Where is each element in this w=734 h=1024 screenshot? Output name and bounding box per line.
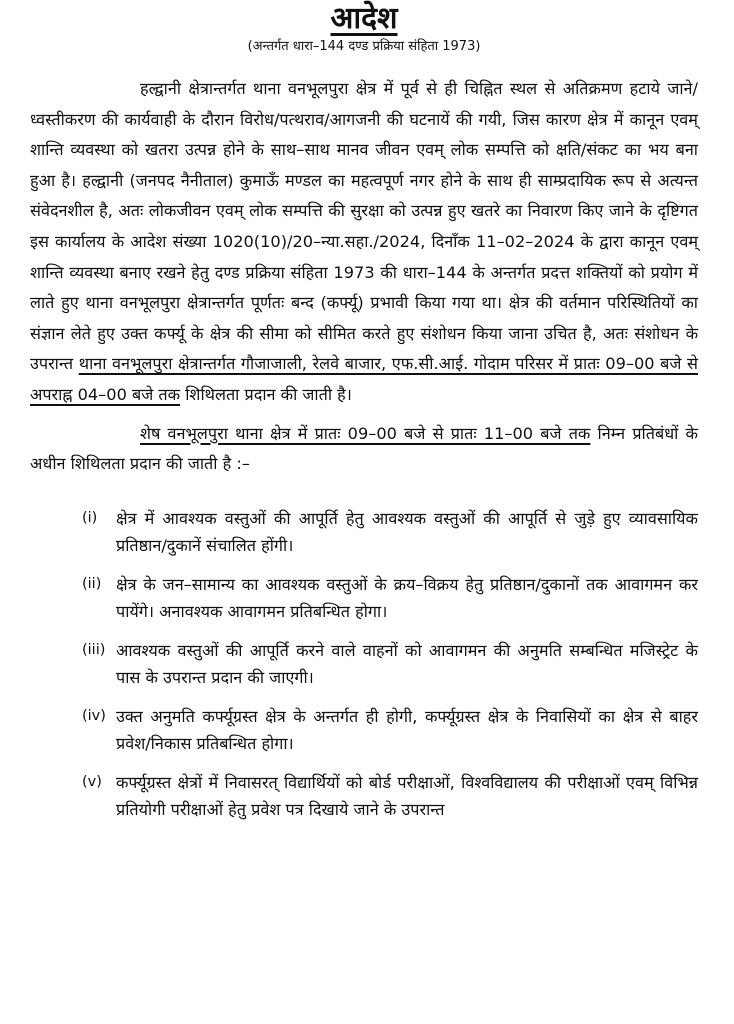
- paragraph-1-end: शिथिलता प्रदान की जाती है।: [180, 384, 352, 404]
- list-marker: (v): [82, 773, 102, 790]
- order-paragraph-1: [30, 74, 698, 411]
- relaxation-area-underlined: थाना वनभूलपुरा क्षेत्रान्तर्गत गौजाजाली, रेलवे बाजार, एफ.सी.आई. गोदाम परिसर में प्रातः 09–00 बजे से अपराह्न 04–00 बजे तक: [30, 354, 698, 404]
- list-item: [30, 637, 698, 691]
- remaining-area-underlined: शेष वनभूलपुरा थाना क्षेत्र में प्रातः 09–00 बजे से प्रातः 11–00 बजे तक: [140, 423, 591, 443]
- list-item-text: कर्फ्यूग्रस्त क्षेत्रों में निवासरत् विद्यार्थियों को बोर्ड परीक्षाओं, विश्वविद्यालय की परीक्षाओं एवम् विभिन्न प्रतियोगी परीक्षाओं हेतु प्रवेश पत्र दिखाये जाने के उपरान्त: [116, 772, 698, 819]
- list-item-text: क्षेत्र के जन–सामान्य का आवश्यक वस्तुओं के क्रय–विक्रय हेतु प्रतिष्ठान/दुकानों तक आवागमन कर पायेंगे। अनावश्यक आवागमन प्रतिबन्धित होगा।: [116, 574, 698, 621]
- document-subtitle: (अन्तर्गत धारा–144 दण्ड प्रक्रिया संहिता 1973): [247, 39, 481, 54]
- list-item: [30, 505, 698, 559]
- list-marker: (i): [82, 509, 98, 526]
- list-item-text: उक्त अनुमति कर्फ्यूग्रस्त क्षेत्र के अन्तर्गत ही होगी, कर्फ्यूग्रस्त क्षेत्र के निवासियों का क्षेत्र से बाहर प्रवेश/निकास प्रतिबन्धित होगा।: [116, 706, 698, 753]
- list-marker: (iv): [82, 707, 106, 724]
- document-title: आदेश: [330, 1, 398, 36]
- paragraph-2-text: निम्न प्रतिबंधों के अधीन शिथिलता प्रदान की जाती है :–: [30, 423, 698, 473]
- conditions-list: [30, 505, 698, 823]
- list-item-text: क्षेत्र में आवश्यक वस्तुओं की आपूर्ति हेतु आवश्यक वस्तुओं की आपूर्ति से जुड़े हुए व्यावसायिक प्रतिष्ठान/दुकानें संचालित होंगी।: [116, 508, 698, 555]
- list-item-text: आवश्यक वस्तुओं की आपूर्ति करने वाले वाहनों को आवागमन की अनुमति सम्बन्धित मजिस्ट्रेट के पास के उपरान्त प्रदान की जाएगी।: [116, 640, 698, 687]
- list-item: [30, 571, 698, 625]
- order-paragraph-2: [30, 419, 698, 479]
- list-item: [30, 769, 698, 823]
- paragraph-1-text: हल्द्वानी क्षेत्रान्तर्गत थाना वनभूलपुरा क्षेत्र में पूर्व से ही चिह्नित स्थल से अतिक्रमण हटाये जाने/ध्वस्तीकरण की कार्यवाही के दौरान विरोध/पत्थराव/आगजनी की घटनायें की गयी, जिस कारण क्षेत्र में कानून एवम् शान्ति व्यवस्था को खतरा उत्पन्न होने के साथ–साथ मानव जीवन एवम् लोक सम्पत्ति को क्षति/संकट का भय बना हुआ है। हल्द्वानी (जनपद नैनीताल) कुमाऊँ मण्डल का महत्वपूर्ण नगर होने के साथ ही साम्प्रदायिक रूप से अत्यन्त संवेदनशील है, अतः लोकजीवन एवम् लोक सम्पत्ति की सुरक्षा को उत्पन्न हुए खतरे का निवारण किए जाने के दृष्टिगत इस कार्यालय के आदेश संख्या 1020(10)/20–न्या.सहा./2024, दिनाँक 11–02–2024 के द्वारा कानून एवम् शान्ति व्यवस्था बनाए रखने हेतु दण्ड प्रक्रिया संहिता 1973 की धारा–144 के अन्तर्गत प्रदत्त शक्तियों को प्रयोग में लाते हुए थाना वनभूलपुरा क्षेत्रान्तर्गत पूर्णतः बन्द (कर्फ्यू) प्रभावी किया गया था। क्षेत्र की वर्तमान परिस्थितियों का संज्ञान लेते हुए उक्त कर्फ्यू के क्षेत्र की सीमा को सीमित करते हुए संशोधन किया जाना उचित है, अतः संशोधन के उपरान्त: [30, 79, 698, 374]
- list-marker: (iii): [82, 641, 106, 658]
- list-item: [30, 703, 698, 757]
- list-marker: (ii): [82, 575, 102, 592]
